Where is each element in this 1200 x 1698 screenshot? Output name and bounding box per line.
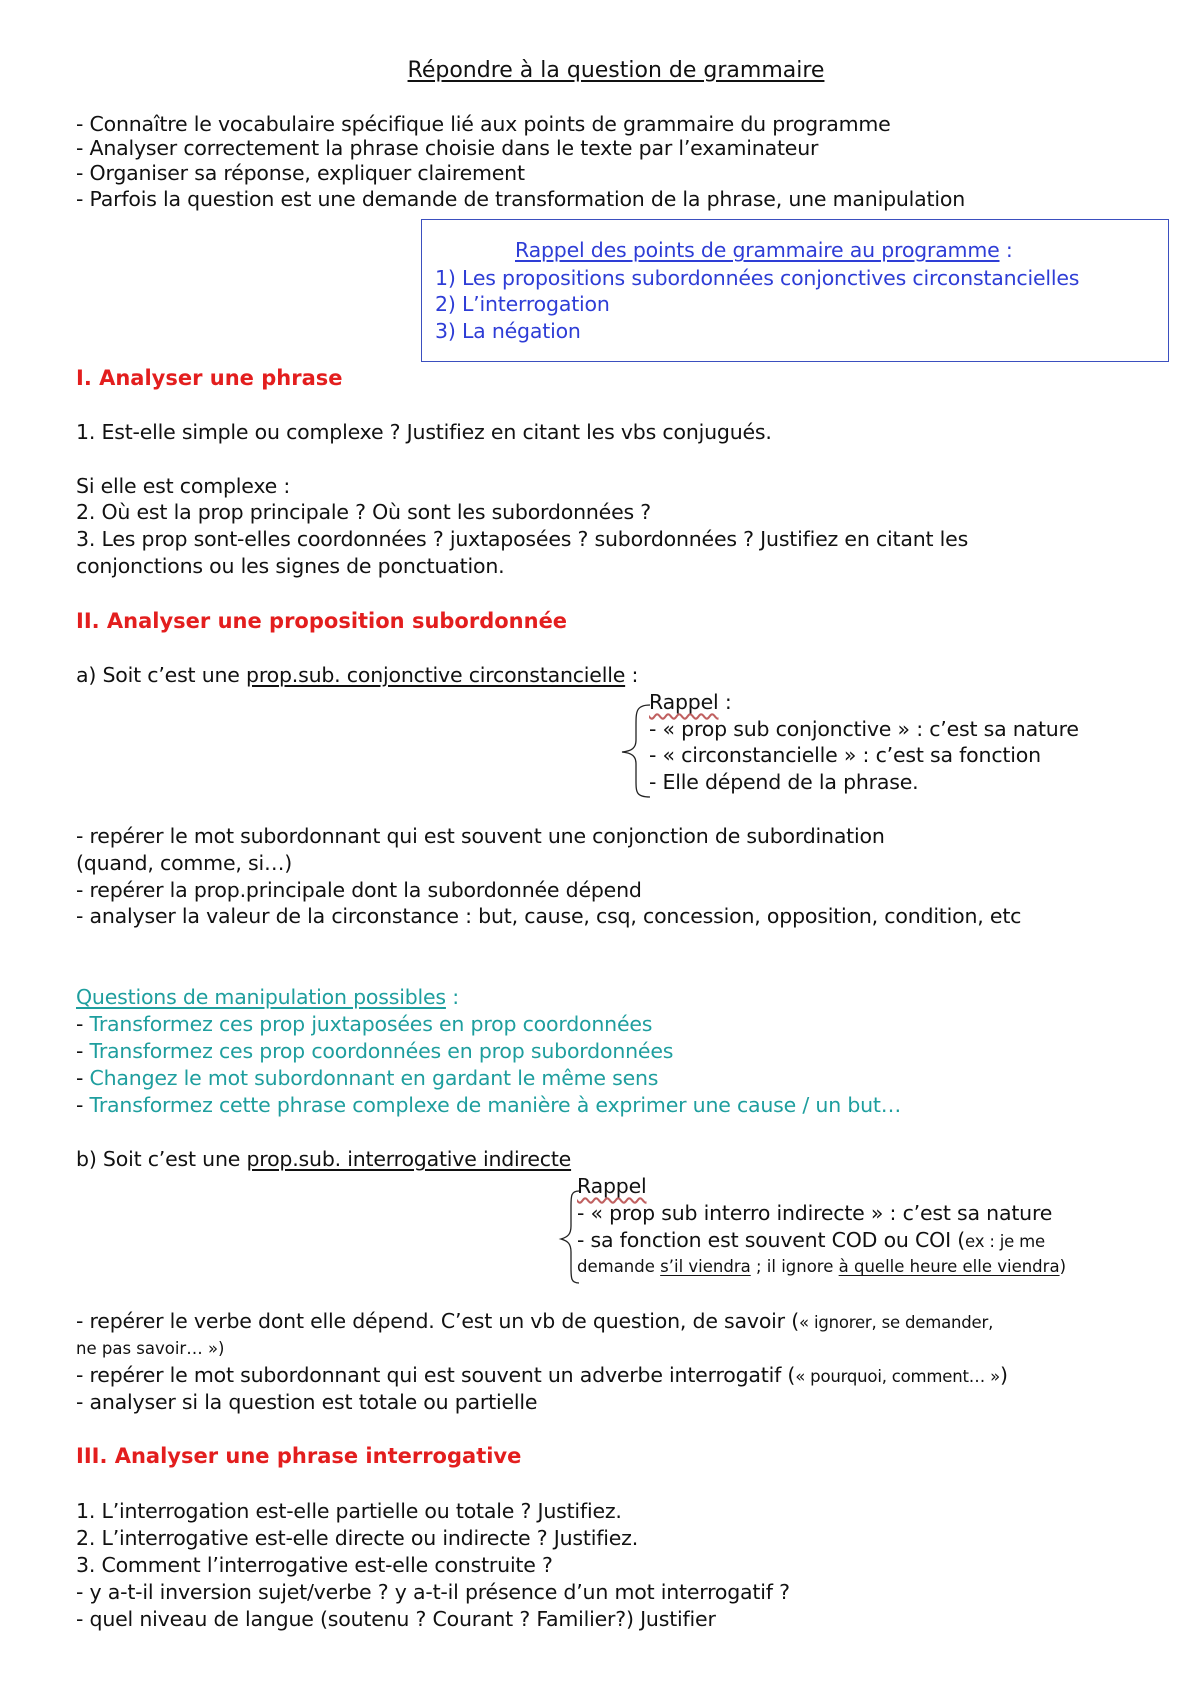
section-1-question-3: 3. Les prop sont-elles coordonnées ? juxtaposées ? subordonnées ? Justifiez en citant les [76, 527, 969, 551]
section-2-b-term: prop.sub. interrogative indirecte [246, 1147, 572, 1171]
section-2-step-a-2: - repérer la prop.principale dont la subordonnée dépend [76, 878, 642, 902]
intro-line-4: - Parfois la question est une demande de transformation de la phrase, une manipulation [76, 187, 965, 211]
intro-line-1: - Connaître le vocabulaire spécifique lié aux points de grammaire du programme [76, 112, 891, 136]
section-2-a-term: prop.sub. conjonctive circonstancielle [246, 663, 626, 687]
section-1-if-complex: Si elle est complexe : [76, 474, 291, 498]
section-1-heading: I. Analyser une phrase [76, 366, 343, 390]
rappel-b-label: Rappel [577, 1174, 647, 1198]
manipulation-item-2: - Transformez ces prop coordonnées en prop subordonnées [76, 1039, 674, 1063]
manipulation-title-suffix: : [445, 985, 459, 1009]
section-3-line-3: 3. Comment l’interrogative est-elle construite ? [76, 1553, 553, 1577]
section-2-step-b-1-cont: ne pas savoir… ») [76, 1339, 225, 1358]
manipulation-item-4: - Transformez cette phrase complexe de manière à exprimer une cause / un but… [76, 1093, 902, 1117]
brace-rappel-b [561, 1191, 579, 1283]
section-1-question-3-cont: conjonctions ou les signes de ponctuation. [76, 554, 505, 578]
section-1-question-2: 2. Où est la prop principale ? Où sont les subordonnées ? [76, 500, 651, 524]
section-3-line-4: - y a-t-il inversion sujet/verbe ? y a-t-il présence d’un mot interrogatif ? [76, 1580, 790, 1604]
section-2-a-suffix: : [625, 663, 639, 687]
section-3-line-2: 2. L’interrogative est-elle directe ou indirecte ? Justifiez. [76, 1526, 639, 1550]
rappel-box-item-1: 1) Les propositions subordonnées conjonctives circonstancielles [435, 266, 1080, 290]
rappel-a-item-3: - Elle dépend de la phrase. [649, 770, 919, 794]
rappel-box-item-3: 3) La négation [435, 319, 581, 343]
rappel-a-item-1: - « prop sub conjonctive » : c’est sa nature [649, 717, 1079, 741]
rappel-a-item-2: - « circonstancielle » : c’est sa fonction [649, 743, 1041, 767]
intro-line-3: - Organiser sa réponse, expliquer clairement [76, 161, 525, 185]
section-2-step-b-2: - repérer le mot subordonnant qui est souvent un adverbe interrogatif (« pourquoi, comment… ») [76, 1363, 1008, 1387]
rappel-b-item-3: demande s’il viendra ; il ignore à quelle heure elle viendra) [577, 1257, 1066, 1276]
section-3-heading: III. Analyser une phrase interrogative [76, 1444, 522, 1468]
section-2-a-prefix: a) Soit c’est une [76, 663, 247, 687]
section-2-b-prefix: b) Soit c’est une [76, 1147, 247, 1171]
intro-line-2: - Analyser correctement la phrase choisie dans le texte par l’examinateur [76, 136, 819, 160]
rappel-box-item-2: 2) L’interrogation [435, 292, 610, 316]
rappel-b-item-2: - sa fonction est souvent COD ou COI (ex : je me [577, 1228, 1045, 1252]
brace-rappel-a [622, 705, 650, 797]
manipulation-item-3: - Changez le mot subordonnant en gardant le même sens [76, 1066, 659, 1090]
section-2-step-a-1-cont: (quand, comme, si…) [76, 851, 293, 875]
manipulation-item-1: - Transformez ces prop juxtaposées en prop coordonnées [76, 1012, 653, 1036]
section-2-step-b-3: - analyser si la question est totale ou partielle [76, 1390, 538, 1414]
manipulation-title: Questions de manipulation possibles [76, 985, 446, 1009]
rappel-a-label-suffix: : [718, 690, 732, 714]
rappel-box-title-suffix: : [999, 238, 1013, 262]
section-1-question-1: 1. Est-elle simple ou complexe ? Justifiez en citant les vbs conjugués. [76, 420, 772, 444]
section-3-line-1: 1. L’interrogation est-elle partielle ou totale ? Justifiez. [76, 1499, 622, 1523]
rappel-a-label: Rappel [649, 690, 719, 714]
rappel-box-title: Rappel des points de grammaire au programme [515, 238, 1000, 262]
page-title: Répondre à la question de grammaire [407, 58, 825, 83]
rappel-b-item-1: - « prop sub interro indirecte » : c’est sa nature [577, 1201, 1053, 1225]
section-2-step-a-3: - analyser la valeur de la circonstance : but, cause, csq, concession, opposition, condition, etc [76, 904, 1022, 928]
section-2-heading: II. Analyser une proposition subordonnée [76, 609, 568, 633]
section-2-step-b-1: - repérer le verbe dont elle dépend. C’est un vb de question, de savoir (« ignorer, se demander, [76, 1309, 994, 1333]
section-2-step-a-1: - repérer le mot subordonnant qui est souvent une conjonction de subordination [76, 824, 885, 848]
section-3-line-5: - quel niveau de langue (soutenu ? Courant ? Familier?) Justifier [76, 1607, 716, 1631]
